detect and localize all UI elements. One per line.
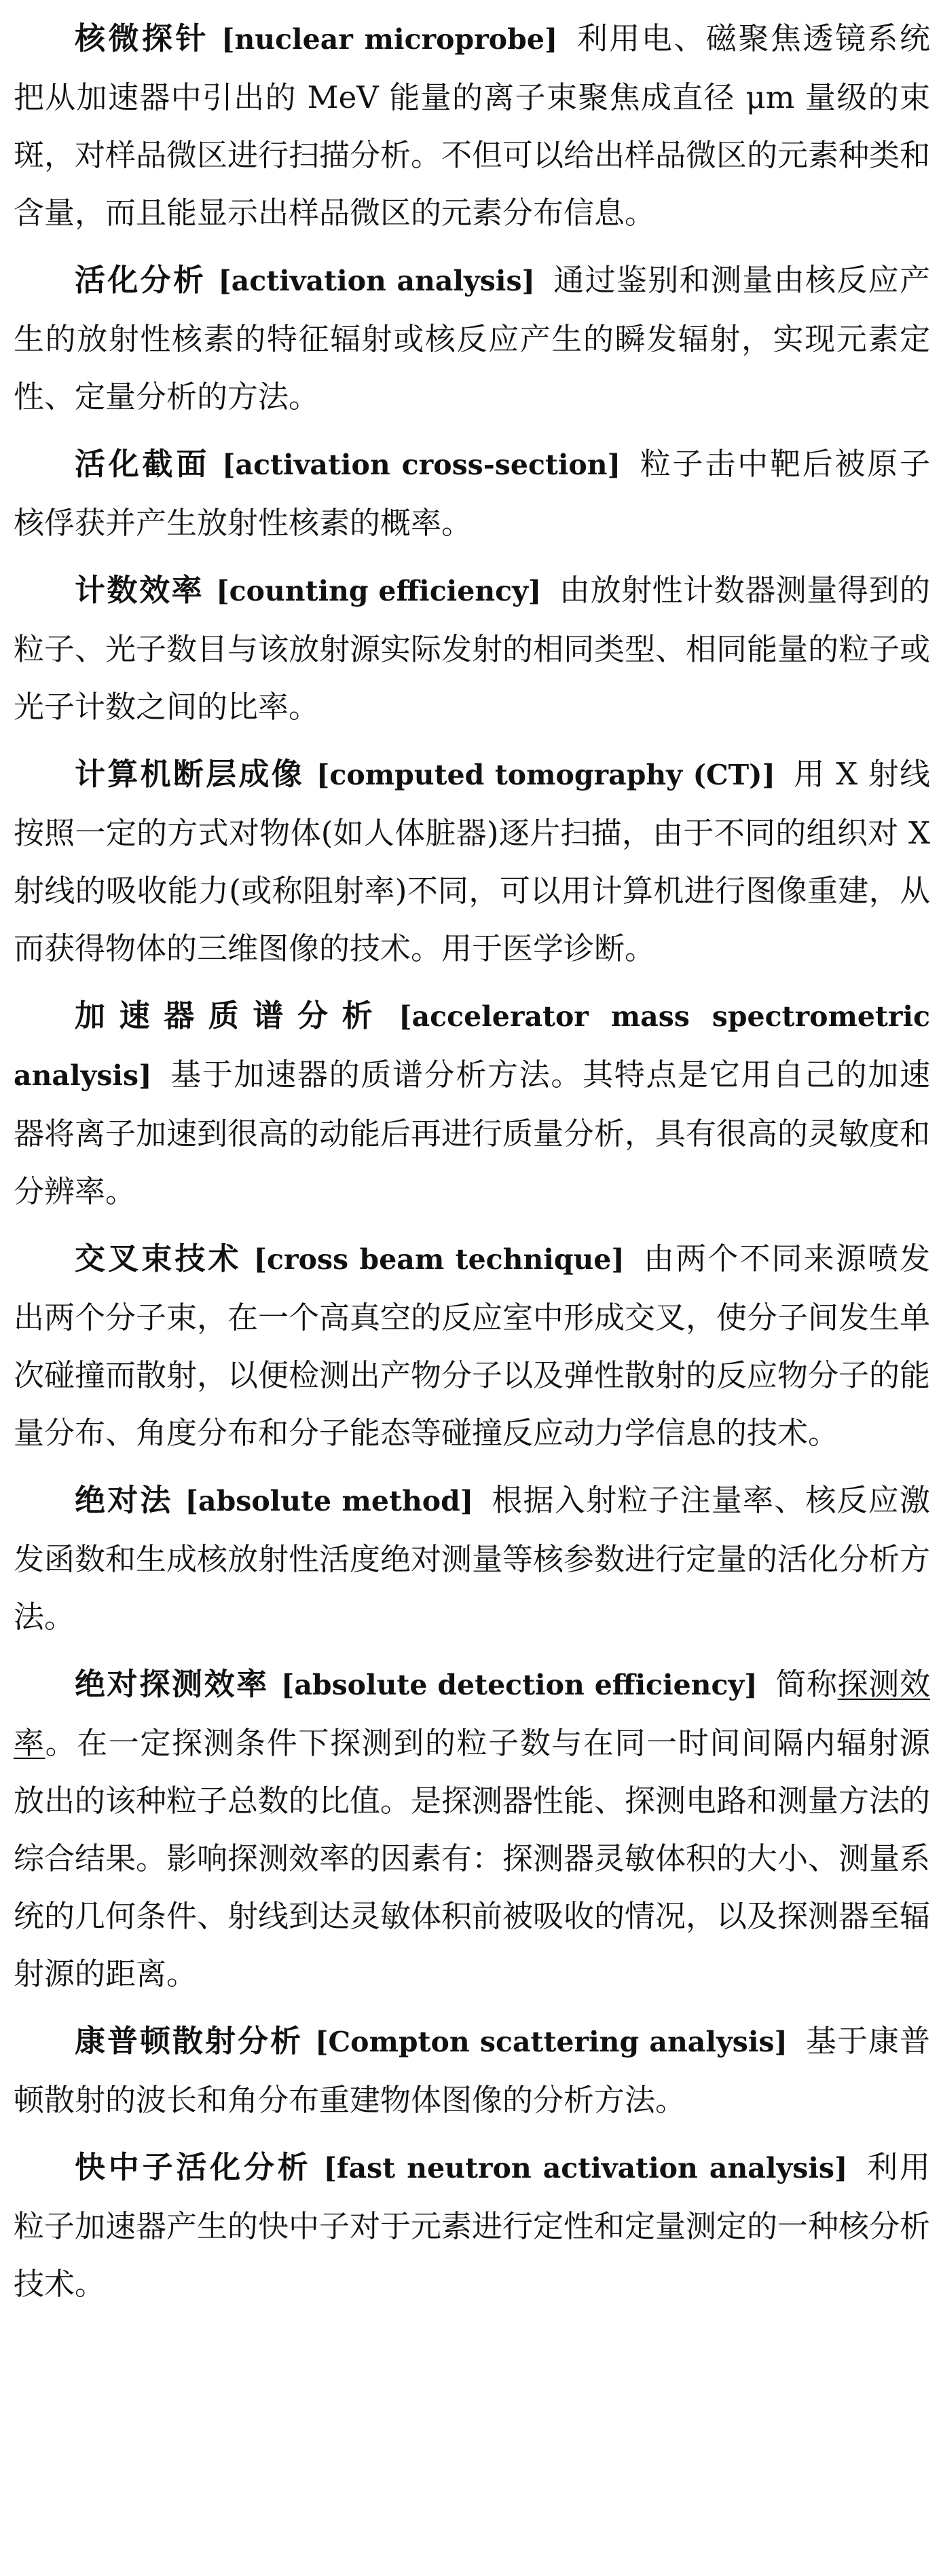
entry-definition: 由放射性计数器测量得到的粒子、光子数目与该放射源实际发射的相同类型、相同能量的粒子或光子计数之间的比率。	[14, 572, 931, 725]
entry-term: 交叉束技术	[75, 1240, 242, 1276]
entry-term: 计算机断层成像	[75, 756, 305, 792]
entry-term: 快中子活化分析	[75, 2149, 312, 2185]
entry-absolute-method	[14, 1471, 930, 1646]
entry-counting-efficiency	[14, 561, 930, 736]
entry-definition: 利用粒子加速器产生的快中子对于元素进行定性和定量测定的一种核分析技术。	[14, 2149, 931, 2302]
entry-english-term: [accelerator mass spectrometric analysis]	[14, 1000, 930, 1092]
entry-term: 绝对法	[75, 1482, 173, 1518]
entry-term: 核微探针	[75, 20, 210, 56]
entry-definition: 用 X 射线按照一定的方式对物体(如人体脏器)逐片扫描，由于不同的组织对 X 射线的吸收能力(或称阻射率)不同，可以用计算机进行图像重建，从而获得物体的三维图像的技术。用于医学诊断。	[14, 756, 930, 966]
entry-english-term: [activation analysis]	[218, 265, 535, 297]
entry-english-term: [activation cross-section]	[222, 449, 621, 481]
entry-english-term: [absolute detection efficiency]	[280, 1669, 758, 1701]
entry-english-term: [counting efficiency]	[216, 575, 542, 607]
entry-english-term: [nuclear microprobe]	[221, 23, 558, 56]
entry-accelerator-mass-spectrometric-analysis	[14, 987, 930, 1220]
entry-term: 活化分析	[75, 262, 206, 298]
entry-definition: 粒子击中靶后被原子核俘获并产生放射性核素的概率。	[14, 446, 930, 541]
entry-term: 康普顿散射分析	[75, 2023, 303, 2059]
entry-term: 加速器质谱分析	[75, 998, 387, 1034]
entry-cross-beam-technique	[14, 1230, 930, 1462]
cross-reference-link[interactable]: 探测效率	[14, 1666, 930, 1761]
entry-compton-scattering-analysis	[14, 2012, 930, 2129]
entry-definition: 由两个不同来源喷发出两个分子束，在一个高真空的反应室中形成交叉，使分子间发生单次碰撞而散射，以便检测出产物分子以及弹性散射的反应物分子的能量分布、角度分布和分子能态等碰撞反应动力学信息的技术。	[14, 1240, 931, 1451]
entry-definition: 。在一定探测条件下探测到的粒子数与在同一时间间隔内辐射源放出的该种粒子总数的比值。是探测器性能、探测电路和测量方法的综合结果。影响探测效率的因素有：探测器灵敏体积的大小、测量系统的几何条件、射线到达灵敏体积前被吸收的情况，以及探测器至辐射源的距离。	[14, 1725, 931, 1992]
entry-fast-neutron-activation-analysis	[14, 2138, 930, 2313]
entry-english-term: [Compton scattering analysis]	[315, 2026, 788, 2058]
entry-term: 绝对探测效率	[75, 1666, 269, 1702]
entry-definition: 基于加速器的质谱分析方法。其特点是它用自己的加速器将离子加速到很高的动能后再进行质量分析，具有很高的灵敏度和分辨率。	[14, 1057, 931, 1209]
entry-computed-tomography	[14, 745, 930, 977]
entry-nuclear-microprobe	[14, 10, 930, 242]
entry-term: 计数效率	[75, 572, 204, 608]
entry-term: 活化截面	[75, 446, 210, 482]
entry-definition: 根据入射粒子注量率、核反应激发函数和生成核放射性活度绝对测量等核参数进行定量的活化分析方法。	[14, 1482, 931, 1635]
entry-english-term: [absolute method]	[185, 1485, 474, 1517]
entry-definition-lead: 简称	[775, 1666, 838, 1702]
entry-definition: 基于康普顿散射的波长和角分布重建物体图像的分析方法。	[14, 2023, 930, 2118]
entry-absolute-detection-efficiency	[14, 1655, 930, 2003]
entry-definition: 通过鉴别和测量由核反应产生的放射性核素的特征辐射或核反应产生的瞬发辐射，实现元素定性、定量分析的方法。	[14, 262, 930, 415]
entry-english-term: [cross beam technique]	[253, 1243, 625, 1276]
entry-english-term: [fast neutron activation analysis]	[323, 2152, 848, 2184]
entry-english-term: [computed tomography (CT)]	[316, 759, 775, 791]
entry-activation-analysis	[14, 251, 930, 425]
entry-activation-cross-section	[14, 435, 930, 552]
entry-definition: 利用电、磁聚焦透镜系统把从加速器中引出的 MeV 能量的离子束聚焦成直径 μm 量级的束斑，对样品微区进行扫描分析。不但可以给出样品微区的元素种类和含量，而且能显示出样品微区的元素分布信息。	[14, 20, 931, 231]
